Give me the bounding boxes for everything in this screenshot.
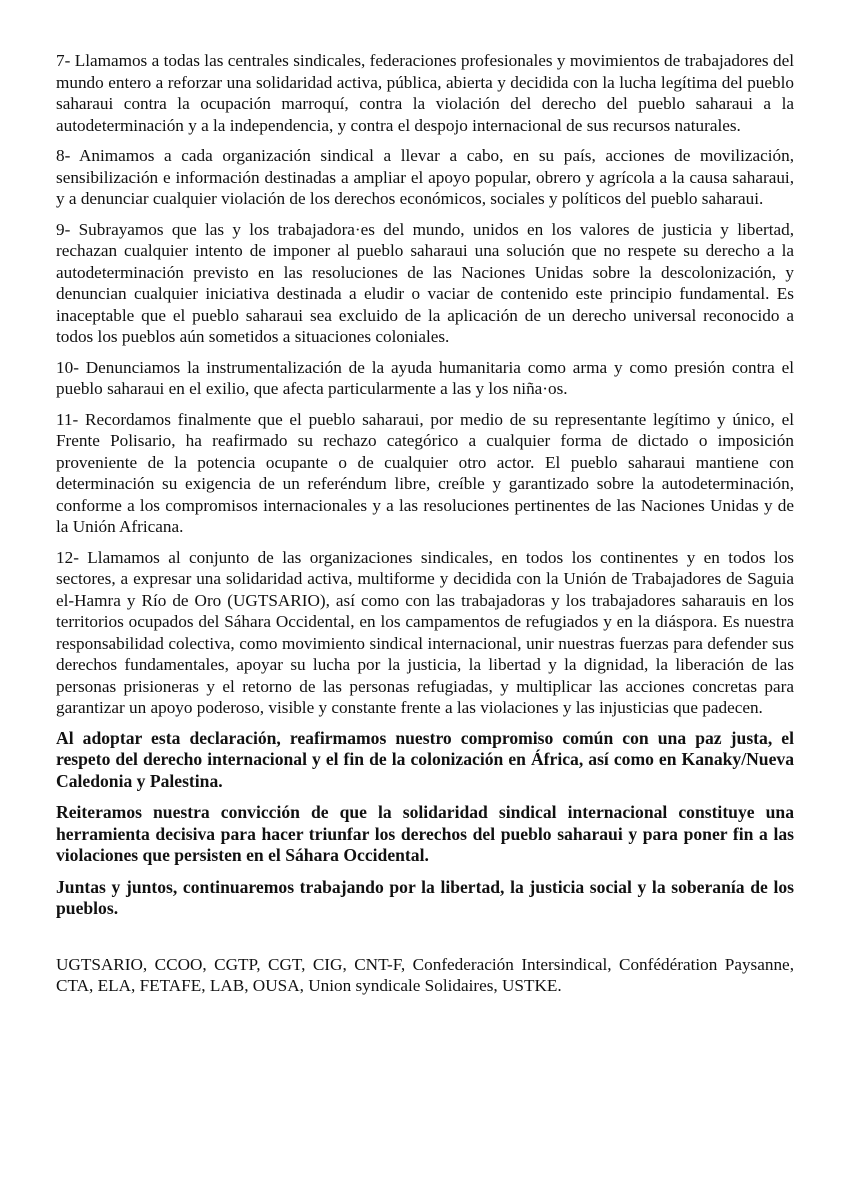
closing-statement-1: Al adoptar esta declaración, reafirmamos nuestro compromiso común con una paz justa, el respeto del derecho internacional y el fin de la colonización en África, así como en Kanaky/Nueva Caledonia y Palestina. [56, 727, 794, 791]
closing-statement-3: Juntas y juntos, continuaremos trabajando por la libertad, la justicia social y la soberanía de los pueblos. [56, 876, 794, 918]
paragraph-7: 7- Llamamos a todas las centrales sindicales, federaciones profesionales y movimientos de trabajadores del mundo entero a reforzar una solidaridad activa, pública, abierta y decidida con la lucha legítima del pueblo saharaui contra la ocupación marroquí, contra la violación del derecho del pueblo saharaui a la autodeterminación y a la independencia, y contra el despojo internacional de sus recursos naturales. [56, 51, 794, 135]
paragraph-8: 8- Animamos a cada organización sindical a llevar a cabo, en su país, acciones de movilización, sensibilización e información destinadas a ampliar el apoyo popular, obrero y agrícola a la causa saharaui, y a denunciar cualquier violación de los derechos económicos, sociales y políticos del pueblo saharaui. [56, 146, 794, 208]
document-page [56, 50, 794, 1006]
paragraph-9: 9- Subrayamos que las y los trabajadora·es del mundo, unidos en los valores de justicia y libertad, rechazan cualquier intento de imponer al pueblo saharaui una solución que no respete su derecho a la autodeterminación previsto en las resoluciones de las Naciones Unidas sobre la descolonización, y denuncian cualquier iniciativa destinada a eludir o vaciar de contenido este principio fundamental. Es inaceptable que el pueblo saharaui sea excluido de la aplicación de un derecho universal reconocido a todos los pueblos aún sometidos a situaciones coloniales. [56, 219, 794, 346]
paragraph-11: 11- Recordamos finalmente que el pueblo saharaui, por medio de su representante legítimo y único, el Frente Polisario, ha reafirmado su rechazo categórico a cualquier forma de dictado o imposición proveniente de la potencia ocupante o de cualquier otro actor. El pueblo saharaui mantiene con determinación su exigencia de un referéndum libre, creíble y garantizado sobre la autodeterminación, conforme a los compromisos internacionales y a las resoluciones pertinentes de las Naciones Unidas y de la Unión Africana. [56, 409, 794, 536]
closing-statement-2: Reiteramos nuestra convicción de que la solidaridad sindical internacional constituye una herramienta decisiva para hacer triunfar los derechos del pueblo saharaui y para poner fin a las violaciones que persisten en el Sáhara Occidental. [56, 802, 794, 865]
signatories-list: UGTSARIO, CCOO, CGTP, CGT, CIG, CNT-F, Confederación Intersindical, Confédération Paysanne, CTA, ELA, FETAFE, LAB, OUSA, Union syndicale Solidaires, USTKE. [56, 954, 794, 995]
paragraph-10: 10- Denunciamos la instrumentalización de la ayuda humanitaria como arma y como presión contra el pueblo saharaui en el exilio, que afecta particularmente a las y los niña·os. [56, 357, 794, 398]
paragraph-12: 12- Llamamos al conjunto de las organizaciones sindicales, en todos los continentes y en todos los sectores, a expresar una solidaridad activa, multiforme y decidida con la Unión de Trabajadores de Saguia el-Hamra y Río de Oro (UGTSARIO), así como con las trabajadoras y los trabajadores saharauis en los territorios ocupados del Sáhara Occidental, en los campamentos de refugiados y en la diáspora. Es nuestra responsabilidad colectiva, como movimiento sindical internacional, unir nuestras fuerzas para defender sus derechos fundamentales, apoyar su lucha por la justicia, la libertad y la dignidad, la liberación de las personas prisioneras y el retorno de las personas refugiadas, y multiplicar las acciones concretas para garantizar un apoyo poderoso, visible y constante frente a las violaciones y las injusticias que padecen. [56, 547, 794, 717]
